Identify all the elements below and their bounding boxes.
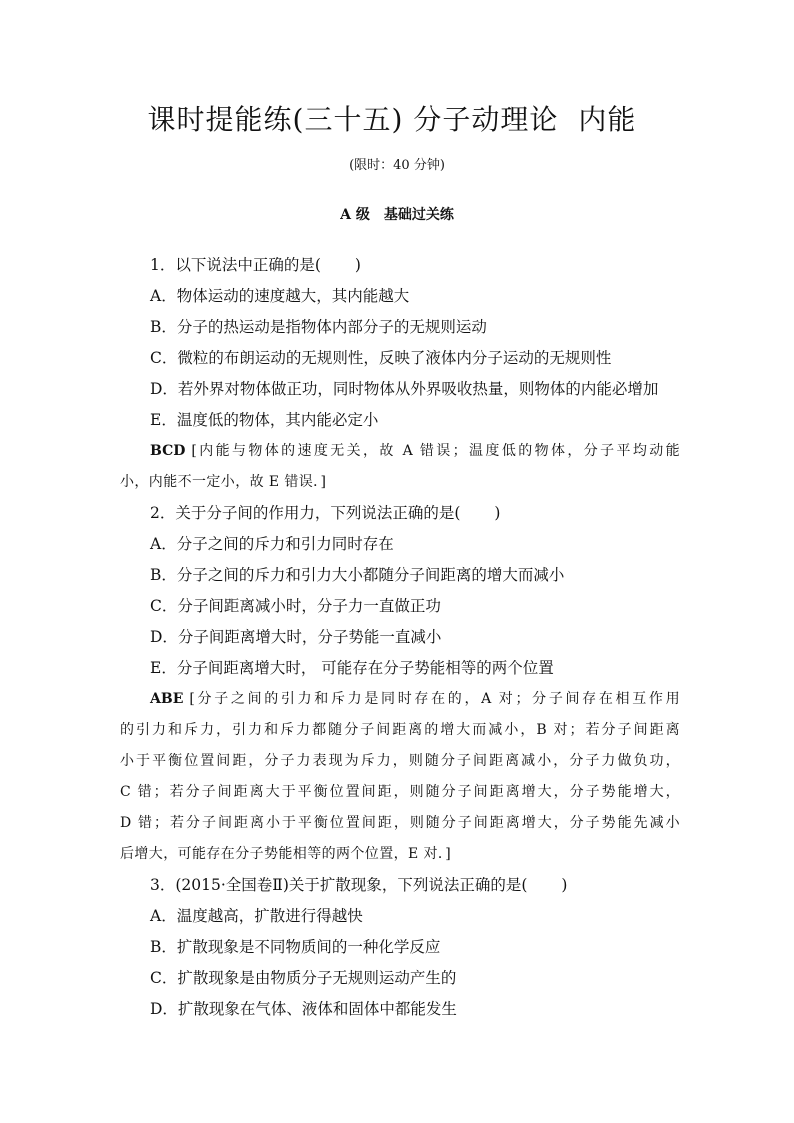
question-2-answer-line-1: ABE [分子之间的引力和斥力是同时存在的，A 对；分子间存在相互作用	[150, 691, 680, 707]
question-1-option-c: C．微粒的布朗运动的无规则性，反映了液体内分子运动的无规则性	[150, 349, 612, 367]
question-1-answer-line-1: BCD [内能与物体的速度无关，故 A 错误；温度低的物体，分子平均动能	[150, 443, 680, 459]
question-2-answer-line-3: 小于平衡位置间距，分子力表现为斥力，则随分子间距离减小，分子力做负功，	[120, 753, 680, 769]
question-2-answer-line-2: 的引力和斥力，引力和斥力都随分子间距离的增大而减小，B 对；若分子间距离	[120, 722, 680, 738]
question-2-answer-line-4: C 错；若分子间距离大于平衡位置间距，则随分子间距离增大，分子势能增大，	[120, 784, 680, 800]
title-topic-1: 分子动理论	[413, 103, 559, 136]
question-2-option-a: A．分子之间的斥力和引力同时存在	[150, 535, 394, 553]
question-2-option-e: E．分子间距离增大时， 可能存在分子势能相等的两个位置	[150, 659, 554, 677]
question-2-option-c: C．分子间距离减小时，分子力一直做正功	[150, 597, 441, 615]
question-3-option-b: B．扩散现象是不同物质间的一种化学反应	[150, 938, 441, 956]
question-1-answer-line-2: 小，内能不一定小，故 E 错误．]	[120, 474, 327, 490]
time-limit: (限时：40 分钟)	[349, 158, 445, 173]
question-stem-1: 1．以下说法中正确的是( )	[150, 256, 361, 274]
section-heading: A 级 基础过关练	[340, 207, 454, 223]
question-2-option-d: D．分子间距离增大时，分子势能一直减小	[150, 628, 442, 646]
page-title	[0, 98, 794, 138]
question-2-answer: ABE	[150, 691, 184, 707]
question-3-option-d: D．扩散现象在气体、液体和固体中都能发生	[150, 1000, 457, 1018]
question-1-option-d: D．若外界对物体做正功，同时物体从外界吸收热量，则物体的内能必增加	[150, 380, 659, 398]
question-3-option-c: C．扩散现象是由物质分子无规则运动产生的	[150, 969, 457, 987]
question-2-option-b: B．分子之间的斥力和引力大小都随分子间距离的增大而减小	[150, 566, 565, 584]
question-3-option-a: A．温度越高，扩散进行得越快	[150, 907, 363, 925]
question-stem-3: 3．(2015·全国卷Ⅱ)关于扩散现象，下列说法正确的是( )	[150, 876, 568, 894]
question-list	[120, 250, 680, 1025]
question-1-option-b: B．分子的热运动是指物体内部分子的无规则运动	[150, 318, 487, 336]
question-1-answer: BCD	[150, 443, 186, 459]
question-1-option-a: A．物体运动的速度越大，其内能越大	[150, 287, 410, 305]
title-main: 课时提能练(三十五)	[147, 103, 404, 136]
title-topic-2: 内能	[578, 103, 637, 136]
question-stem-2: 2．关于分子间的作用力，下列说法正确的是( )	[150, 504, 501, 522]
question-1-option-e: E．温度低的物体，其内能必定小	[150, 411, 379, 429]
question-2-answer-line-5: D 错；若分子间距离小于平衡位置间距，则随分子间距离增大，分子势能先减小	[120, 815, 680, 831]
question-2-answer-line-6: 后增大，可能存在分子势能相等的两个位置，E 对．]	[120, 846, 452, 862]
